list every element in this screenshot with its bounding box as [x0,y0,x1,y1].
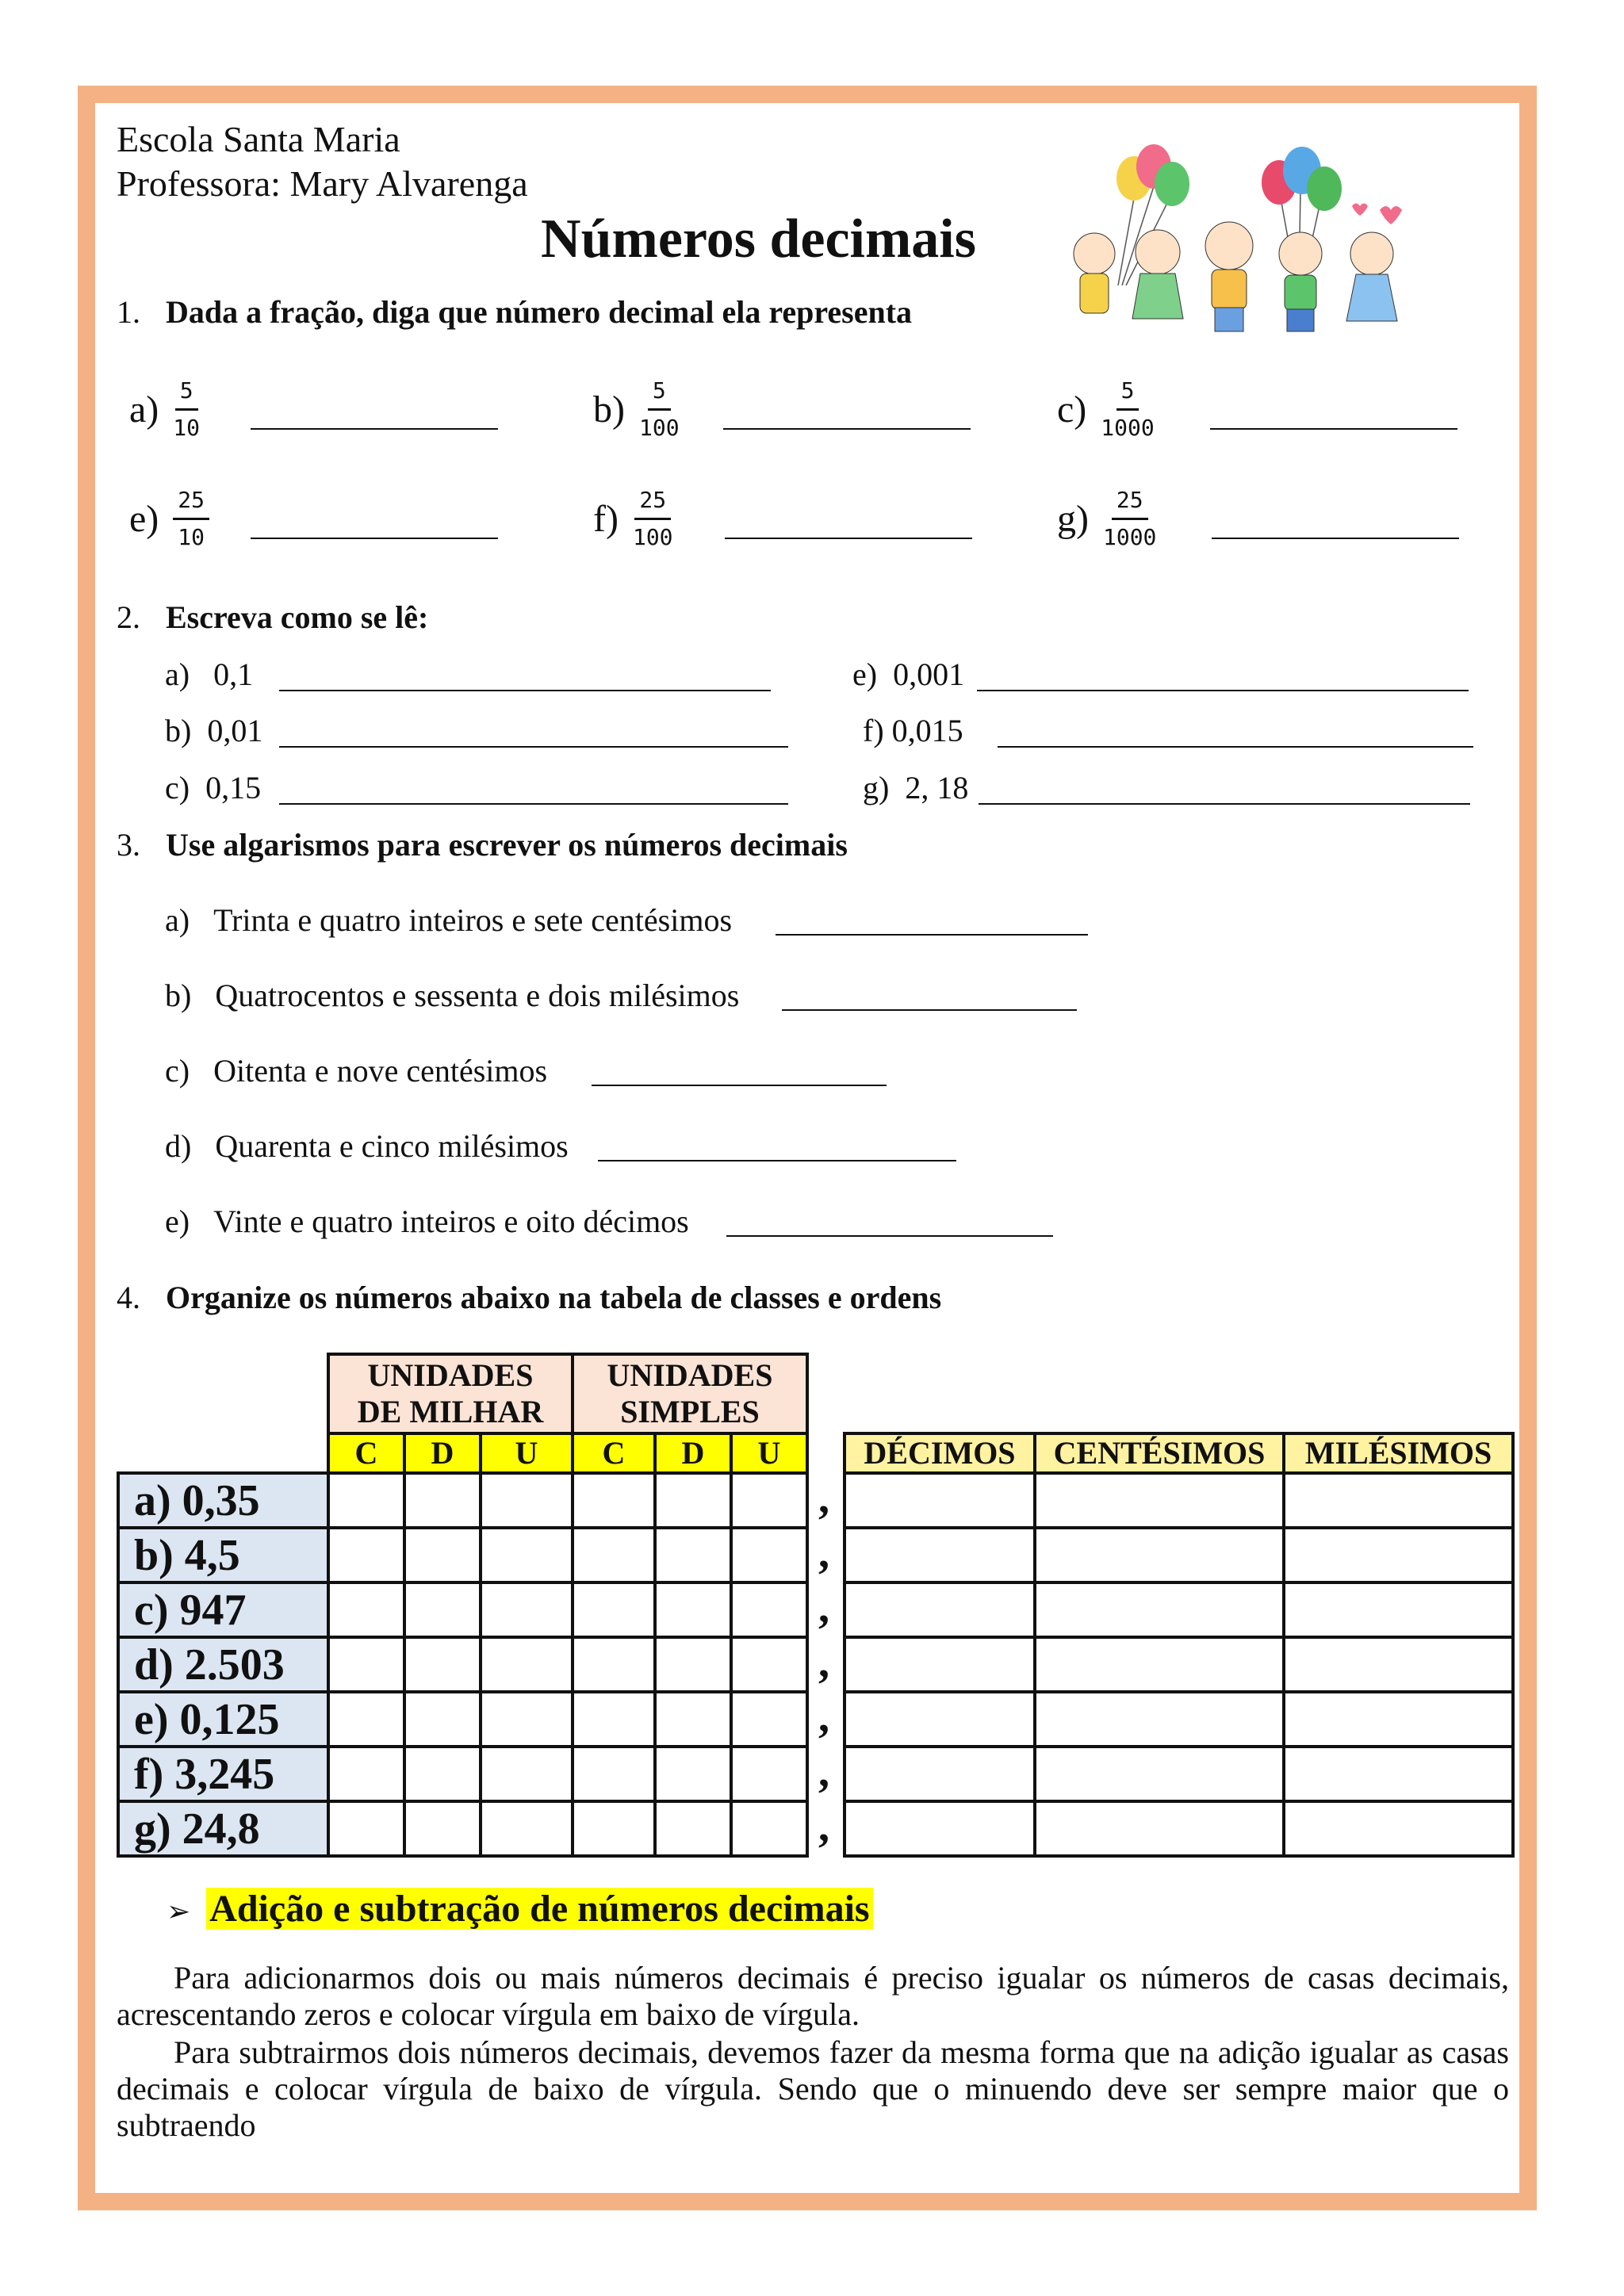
table-cell[interactable] [730,1636,809,1693]
fraction [173,486,209,552]
paragraph-subtraction: Para subtrairmos dois números decimais, devemos fazer da mesma forma que na adição igualar as casas decimais e colocar vírgula de baixo de vírgula. Sendo que o minuendo deve ser sempre maior que o subtraendo [117,2034,1509,2143]
row-label: g) 24,8 [117,1800,330,1858]
q3-item-e [165,1203,689,1240]
table-cell[interactable] [653,1690,733,1748]
table-cell[interactable] [730,1526,809,1584]
q3-item-b [165,977,739,1014]
item-value: 0,001 [893,656,965,692]
q4-prompt [117,1279,941,1316]
row-label: f) 3,245 [117,1745,330,1803]
answer-line[interactable] [1212,538,1459,539]
answer-line[interactable] [979,803,1470,805]
header-order-d: D [653,1432,733,1475]
header-milesimos: MILÉSIMOS [1282,1432,1515,1475]
table-cell[interactable] [479,1690,574,1748]
item-label: d) [165,1128,192,1164]
answer-line[interactable] [598,1160,956,1161]
q2-item-g [863,769,968,806]
q1-text: Dada a fração, diga que número decimal ela representa [166,294,913,330]
q2-number: 2. [117,599,140,635]
table-cell[interactable] [730,1690,809,1748]
q1-item-label: f) [593,498,619,540]
answer-line[interactable] [592,1085,887,1086]
q3-item-a [165,901,732,939]
row-label: a) 0,35 [117,1471,330,1529]
denominator: 100 [632,524,673,550]
table-cell[interactable] [327,1471,406,1529]
header-unidades-de-milhar: UNIDADES DE MILHAR [327,1353,574,1435]
q1-item-label: e) [129,498,159,540]
item-text: Vinte e quatro inteiros e oito décimos [213,1203,689,1239]
table-cell[interactable] [1033,1745,1285,1803]
item-label: f) [863,713,884,748]
table-cell[interactable] [843,1581,1036,1639]
header-unidades-simples: UNIDADES SIMPLES [571,1353,809,1435]
school-name: Escola Santa Maria [117,119,400,159]
table-cell[interactable] [571,1690,657,1748]
table-cell[interactable] [327,1745,406,1803]
table-cell[interactable] [403,1800,482,1858]
item-label: b) [165,713,192,748]
table-cell[interactable] [653,1471,733,1529]
header-order-c: C [571,1432,657,1475]
item-text: Trinta e quatro inteiros e sete centésimos [213,902,733,938]
item-value: 0,015 [891,713,963,748]
table-cell[interactable] [479,1745,574,1803]
section-title: Adição e subtração de números decimais [206,1888,872,1930]
answer-line[interactable] [251,428,498,430]
q3-item-c [165,1052,547,1089]
decimal-comma: , [818,1638,829,1687]
arrow-bullet-icon: ➢ [167,1896,191,1928]
teacher-name: Professora: Mary Alvarenga [117,163,528,204]
paragraph-addition: Para adicionarmos dois ou mais números decimais é preciso igualar os números de casas decimais, acrescentando zeros e colocar vírgula em baixo de vírgula. [117,1960,1509,2032]
table-cell[interactable] [1282,1581,1515,1639]
header-centesimos: CENTÉSIMOS [1033,1432,1285,1475]
table-cell[interactable] [479,1526,574,1584]
answer-line[interactable] [782,1009,1077,1011]
denominator: 1000 [1101,415,1155,441]
q1-item-label: c) [1057,388,1087,430]
table-cell[interactable] [843,1471,1036,1529]
table-cell[interactable] [571,1800,657,1858]
table-cell[interactable] [1282,1745,1515,1803]
header-order-u: U [479,1432,574,1475]
school-header [117,117,528,206]
answer-line[interactable] [1210,428,1457,430]
denominator: 100 [638,415,680,441]
decimal-comma: , [818,1802,829,1851]
q3-text: Use algarismos para escrever os números decimais [166,827,848,863]
decimal-comma: , [818,1474,829,1523]
table-cell[interactable] [571,1745,657,1803]
q1-item-g [1057,486,1156,552]
denominator: 10 [173,415,201,441]
table-cell[interactable] [571,1471,657,1529]
item-text: Oitenta e nove centésimos [213,1053,548,1089]
item-label: e) [852,656,878,692]
table-cell[interactable] [571,1581,657,1639]
q1-item-e [129,486,209,552]
q1-item-a [129,377,200,442]
answer-line[interactable] [279,690,771,691]
answer-line[interactable] [998,746,1473,748]
numerator: 25 [173,486,209,520]
fraction [1103,486,1156,552]
numerator: 25 [1112,486,1148,520]
table-cell[interactable] [653,1800,733,1858]
q2-item-f [863,712,963,749]
table-cell[interactable] [327,1526,406,1584]
q1-item-label: b) [593,388,625,430]
table-cell[interactable] [1282,1471,1515,1529]
table-cell[interactable] [327,1581,406,1639]
table-cell[interactable] [730,1800,809,1858]
table-cell[interactable] [571,1636,657,1693]
row-label: c) 947 [117,1581,330,1639]
item-label: g) [863,770,890,806]
table-cell[interactable] [1033,1800,1285,1858]
table-cell[interactable] [571,1526,657,1584]
q2-item-c [165,769,261,806]
q2-prompt [117,599,428,636]
q1-item-label: g) [1057,498,1089,540]
answer-line[interactable] [725,538,972,539]
table-cell[interactable] [843,1636,1036,1693]
answer-line[interactable] [279,803,788,805]
table-cell[interactable] [843,1690,1036,1748]
numerator: 5 [175,377,198,411]
decimal-comma: , [818,1583,829,1632]
q2-item-b [165,712,262,749]
table-cell[interactable] [1282,1690,1515,1748]
denominator: 1000 [1102,524,1157,550]
decimal-comma: , [818,1529,829,1578]
table-cell[interactable] [403,1526,482,1584]
q3-prompt [117,826,848,863]
q2-item-a [165,656,253,693]
item-value: 2, 18 [905,770,969,806]
q1-item-f [593,486,673,552]
table-cell[interactable] [403,1745,482,1803]
denominator: 10 [178,524,205,550]
item-label: a) [165,902,190,938]
table-cell[interactable] [1282,1636,1515,1693]
item-text: Quarenta e cinco milésimos [215,1128,569,1164]
table-cell[interactable] [327,1690,406,1748]
table-cell[interactable] [843,1526,1036,1584]
q1-item-c [1057,377,1155,442]
table-cell[interactable] [403,1690,482,1748]
item-label: a) [165,656,190,692]
row-label: e) 0,125 [117,1690,330,1748]
q1-item-b [593,377,680,442]
row-label: b) 4,5 [117,1526,330,1584]
row-label: d) 2.503 [117,1636,330,1693]
q4-text: Organize os números abaixo na tabela de classes e ordens [166,1280,942,1315]
table-cell[interactable] [403,1471,482,1529]
table-cell[interactable] [730,1471,809,1529]
table-cell[interactable] [653,1636,733,1693]
answer-line[interactable] [279,746,788,748]
numerator: 5 [648,377,671,411]
answer-line[interactable] [726,1235,1053,1237]
table-cell[interactable] [843,1745,1036,1803]
table-cell[interactable] [653,1745,733,1803]
fraction [173,377,200,442]
table-cell[interactable] [1282,1526,1515,1584]
item-label: e) [165,1203,190,1239]
q3-number: 3. [117,827,140,863]
q2-item-e [852,656,964,693]
numerator: 25 [634,486,671,520]
table-cell[interactable] [327,1636,406,1693]
item-label: c) [165,770,190,806]
item-value: 0,01 [207,713,263,748]
q1-item-label: a) [129,388,159,430]
section-heading [167,1887,873,1931]
q3-item-d [165,1127,569,1165]
numerator: 5 [1116,377,1139,411]
item-value: 0,1 [213,656,254,692]
table-cell[interactable] [843,1800,1036,1858]
header-order-c: C [327,1432,406,1475]
q2-text: Escreva como se lê: [166,599,429,635]
table-cell[interactable] [1033,1690,1285,1748]
item-label: b) [165,978,192,1013]
table-cell[interactable] [653,1526,733,1584]
q1-prompt [117,293,912,331]
table-cell[interactable] [327,1800,406,1858]
fraction [639,377,680,442]
table-cell[interactable] [1033,1581,1285,1639]
table-cell[interactable] [1033,1471,1285,1529]
q4-number: 4. [117,1280,140,1315]
header-decimos: DÉCIMOS [843,1432,1036,1475]
fraction [633,486,673,552]
table-cell[interactable] [1033,1636,1285,1693]
item-text: Quatrocentos e sessenta e dois milésimos [215,978,740,1013]
header-order-u: U [730,1432,809,1475]
page-title: Números decimais [541,209,976,270]
header-order-d: D [403,1432,482,1475]
table-cell[interactable] [479,1636,574,1693]
table-cell[interactable] [1033,1526,1285,1584]
answer-line[interactable] [977,690,1469,691]
fraction [1101,377,1154,442]
decimal-comma: , [818,1693,829,1742]
item-label: c) [165,1053,190,1089]
table-cell[interactable] [403,1581,482,1639]
table-cell[interactable] [653,1581,733,1639]
answer-line[interactable] [776,934,1088,936]
table-cell[interactable] [479,1800,574,1858]
table-cell[interactable] [1282,1800,1515,1858]
q1-number: 1. [117,294,140,330]
table-cell[interactable] [730,1745,809,1803]
table-cell[interactable] [730,1581,809,1639]
answer-line[interactable] [251,538,498,539]
answer-line[interactable] [723,428,971,430]
table-cell[interactable] [479,1581,574,1639]
item-value: 0,15 [205,770,262,806]
decimal-comma: , [818,1747,829,1797]
table-cell[interactable] [479,1471,574,1529]
table-cell[interactable] [403,1636,482,1693]
